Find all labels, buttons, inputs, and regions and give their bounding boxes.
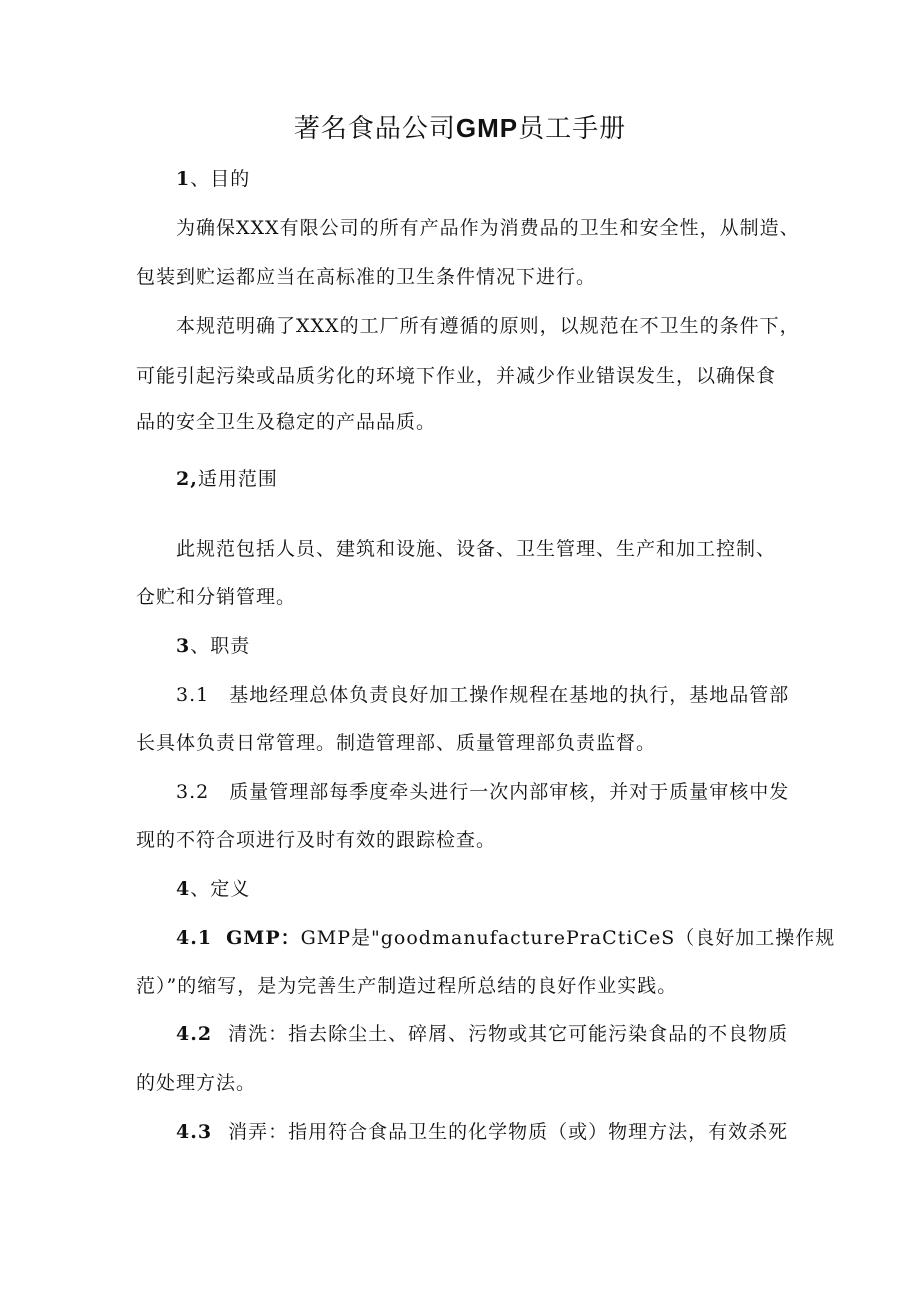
clause-3-2-line-1: 3.2 质量管理部每季度牵头进行一次内部审核，并对于质量审核中发 bbox=[176, 781, 790, 803]
title-prefix: 著名食品公司 bbox=[293, 114, 456, 144]
clause-3-1-line-1: 3.1 基地经理总体负责良好加工操作规程在基地的执行，基地品管部 bbox=[176, 684, 790, 706]
section-1-paragraph-1-line-2: 包装到贮运都应当在高标准的卫生条件情况下进行。 bbox=[136, 266, 597, 288]
section-2-heading: 2,适用范围 bbox=[176, 468, 278, 490]
document-title bbox=[0, 108, 920, 149]
clause-4-2-number: 4.2 bbox=[176, 1023, 213, 1045]
section-1-paragraph-1-line-1: 为确保XXX有限公司的所有产品作为消费品的卫生和安全性，从制造、 bbox=[176, 217, 800, 239]
title-suffix: 员工手册 bbox=[518, 114, 627, 144]
section-2-paragraph-line-1: 此规范包括人员、建筑和设施、设备、卫生管理、生产和加工控制、 bbox=[176, 538, 777, 560]
title-gmp: GMP bbox=[455, 113, 519, 143]
section-1-paragraph-2-line-1: 本规范明确了XXX的工厂所有遵循的原则，以规范在不卫生的条件下， bbox=[176, 315, 800, 337]
clause-4-1-number: 4.1 bbox=[176, 927, 213, 949]
clause-4-1-term: GMP： bbox=[226, 927, 301, 949]
clause-4-1-line-1: 4.1 GMP：GMP是"goodmanufacturePraCtiCeS（良好加工操作规 bbox=[176, 927, 836, 949]
clause-4-3-number: 4.3 bbox=[176, 1121, 213, 1143]
clause-4-1-line-2: 范）”的缩写，是为完善生产制造过程所总结的良好作业实践。 bbox=[136, 975, 678, 997]
clause-3-2-number: 3.2 bbox=[176, 781, 210, 803]
section-1-heading: 1、目的 bbox=[176, 168, 251, 190]
clause-3-1-line-2: 长具体负责日常管理。制造管理部、质量管理部负责监督。 bbox=[136, 732, 657, 754]
section-2-paragraph-line-2: 仓贮和分销管理。 bbox=[136, 586, 297, 608]
clause-3-2-line-2: 现的不符合项进行及时有效的跟踪检查。 bbox=[136, 829, 497, 851]
section-4-heading: 4、定义 bbox=[176, 878, 251, 900]
section-3-heading: 3、职责 bbox=[176, 635, 251, 657]
clause-4-2-line-1: 4.2 清洗：指去除尘土、碎屑、污物或其它可能污染食品的不良物质 bbox=[176, 1023, 789, 1045]
clause-3-1-number: 3.1 bbox=[176, 684, 210, 706]
clause-4-2-line-2: 的处理方法。 bbox=[136, 1072, 257, 1094]
clause-4-3-line-1: 4.3 消弄：指用符合食品卫生的化学物质（或）物理方法，有效杀死 bbox=[176, 1121, 789, 1143]
section-1-paragraph-2-line-2: 可能引起污染或品质劣化的环境下作业，并减少作业错误发生，以确保食 bbox=[136, 365, 777, 387]
section-1-paragraph-2-line-3: 品的安全卫生及稳定的产品品质。 bbox=[136, 411, 437, 433]
